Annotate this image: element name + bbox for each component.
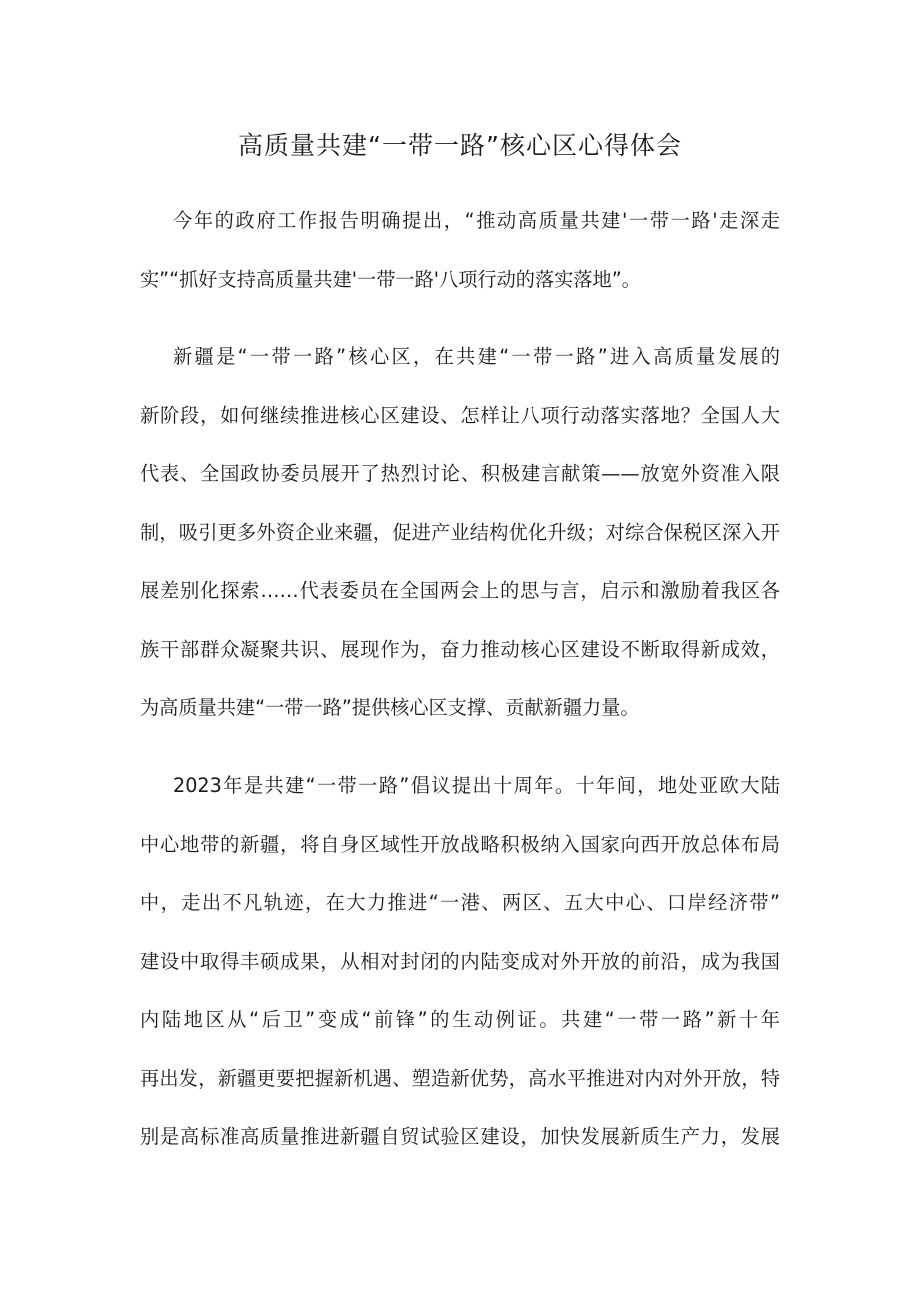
paragraph-line: 族干部群众凝聚共识、展现作为，奋力推动核心区建设不断取得新成效， xyxy=(140,637,780,661)
paragraph-line: 代表、全国政协委员展开了热烈讨论、积极建言献策——放宽外资准入限 xyxy=(140,462,780,485)
paragraph-line: 建设中取得丰硕成果，从相对封闭的内陆变成对外开放的前沿，成为我国 xyxy=(140,949,780,973)
paragraph-1 xyxy=(140,192,780,309)
paragraph-line: 为高质量共建“一带一路”提供核心区支撑、贡献新疆力量。 xyxy=(140,696,640,719)
paragraph-line: 再出发，新疆更要把握新机遇、塑造新优势，高水平推进对内对外开放，特 xyxy=(140,1066,780,1090)
paragraph-line: 中，走出不凡轨迹，在大力推进“一港、两区、五大中心、口岸经济带” xyxy=(140,891,780,914)
paragraph-line: 2023年是共建“一带一路”倡议提出十周年。十年间，地处亚欧大陆 xyxy=(173,774,780,797)
paragraph-line: 实”“抓好支持高质量共建'一带一路'八项行动的落实落地”。 xyxy=(140,267,641,291)
paragraph-line: 新疆是“一带一路”核心区，在共建“一带一路”进入高质量发展的 xyxy=(173,345,780,368)
paragraph-line: 展差别化探索……代表委员在全国两会上的思与言，启示和激励着我区各 xyxy=(140,579,780,602)
paragraph-line: 别是高标准高质量推进新疆自贸试验区建设，加快发展新质生产力，发展 xyxy=(140,1125,780,1148)
paragraph-2 xyxy=(140,328,780,738)
document-title: 高质量共建“一带一路”核心区心得体会 xyxy=(238,131,682,160)
paragraph-line: 内陆地区从“后卫”变成“前锋”的生动例证。共建“一带一路”新十年 xyxy=(140,1008,780,1031)
paragraph-line: 新阶段，如何继续推进核心区建设、怎样让八项行动落实落地？全国人大 xyxy=(140,403,780,427)
paragraph-line: 制，吸引更多外资企业来疆，促进产业结构优化升级；对综合保税区深入开 xyxy=(140,520,780,544)
paragraph-line: 中心地带的新疆，将自身区域性开放战略积极纳入国家向西开放总体布局 xyxy=(140,832,780,856)
paragraph-3 xyxy=(140,757,780,1167)
paragraph-line: 今年的政府工作报告明确提出，“推动高质量共建'一带一路'走深走 xyxy=(173,209,780,232)
